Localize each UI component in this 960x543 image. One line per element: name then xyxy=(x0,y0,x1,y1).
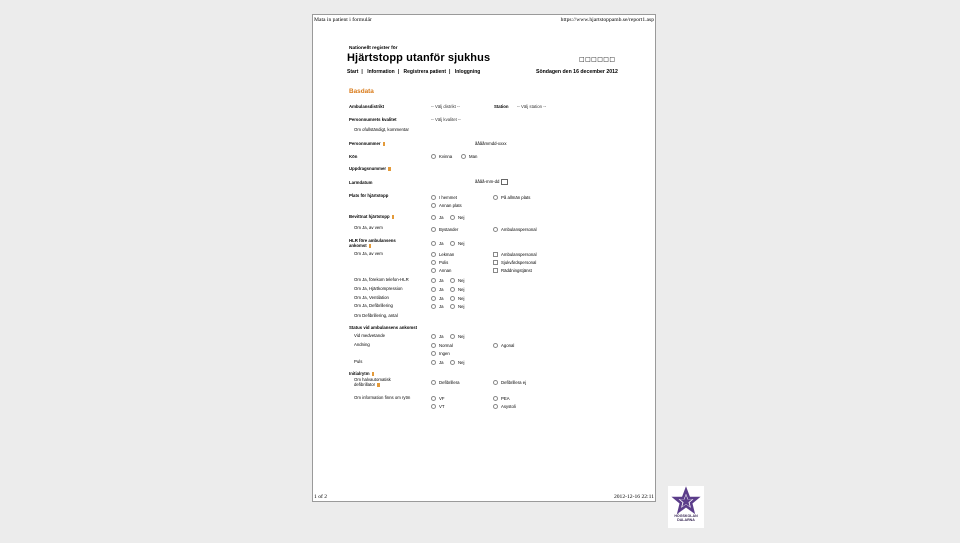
label-personnummer: Personnummer xyxy=(349,141,385,146)
radio-man[interactable]: Man xyxy=(461,154,477,159)
label-station: Station xyxy=(494,104,509,109)
label-kon: Kön xyxy=(349,154,358,159)
nav-start[interactable]: Start xyxy=(347,69,359,75)
select-station[interactable]: -- Välj station -- xyxy=(517,104,547,109)
checkbox-ambulanspersonal[interactable]: Ambulanspersonal xyxy=(493,252,537,257)
radio-medvetande-nej[interactable]: Nej xyxy=(450,334,464,339)
radio-andning-agonal[interactable]: Agonal xyxy=(493,343,514,348)
label-ambulansdistrikt: Ambulansdistrikt xyxy=(349,104,385,109)
radio-defib-nej[interactable]: Nej xyxy=(450,304,464,309)
radio-vf[interactable]: VF xyxy=(431,396,445,401)
radio-telefon-nej[interactable]: Nej xyxy=(450,278,464,283)
radio-ventilation-ja[interactable]: Ja xyxy=(431,296,444,301)
document-page xyxy=(312,14,656,502)
label-initialrytm: Initialrytm xyxy=(349,371,374,376)
radio-i-hemmet[interactable]: I hemmet xyxy=(431,195,457,200)
radio-bystander[interactable]: Bystander xyxy=(431,227,458,232)
radio-defibrillera[interactable]: Defibrillera xyxy=(431,380,460,385)
required-icon xyxy=(383,142,386,146)
label-hlr-fore: HLR före ambulansens ankomst xyxy=(349,238,396,248)
radio-bevittnat-nej[interactable]: Nej xyxy=(450,215,464,220)
label-plats: Plats för hjärtstopp xyxy=(349,193,389,198)
nav-information[interactable]: Information xyxy=(367,69,395,75)
label-defibrillering: Om Ja, Defibrillering xyxy=(354,303,393,308)
checkbox-polis[interactable]: Polis xyxy=(431,260,448,265)
input-personnummer[interactable]: ååååmmdd-xxxx xyxy=(475,141,507,146)
radio-andning-ingen[interactable]: Ingen xyxy=(431,351,450,356)
label-personnummer-kvalitet: Personnumrets kvalitet xyxy=(349,117,397,122)
section-title: Basdata xyxy=(349,88,374,95)
radio-asystoli[interactable]: Asystoli xyxy=(493,404,516,409)
radio-hlr-nej[interactable]: Nej xyxy=(450,241,464,246)
radio-defib-ja[interactable]: Ja xyxy=(431,304,444,309)
nav-bar: Start | Information | Registrera patient | Inloggning xyxy=(347,69,481,75)
checkbox-annan[interactable]: Annan xyxy=(431,268,451,273)
select-ambulansdistrikt[interactable]: -- Välj distrikt -- xyxy=(431,104,460,109)
required-icon xyxy=(388,167,391,171)
radio-puls-nej[interactable]: Nej xyxy=(450,360,464,365)
required-icon xyxy=(372,372,375,376)
radio-medvetande-ja[interactable]: Ja xyxy=(431,334,444,339)
current-date: Söndagen den 16 december 2012 xyxy=(536,69,618,75)
logo-text: HÖGSKOLAN DALARNA xyxy=(674,514,698,523)
hogskolan-dalarna-logo xyxy=(668,486,704,528)
radio-kompression-nej[interactable]: Nej xyxy=(450,287,464,292)
radio-hlr-ja[interactable]: Ja xyxy=(431,241,444,246)
required-icon xyxy=(392,215,395,219)
radio-bevittnat-ja[interactable]: Ja xyxy=(431,215,444,220)
radio-allman-plats[interactable]: På allmän plats xyxy=(493,195,530,200)
radio-telefon-ja[interactable]: Ja xyxy=(431,278,444,283)
label-hjartkompression: Om Ja, Hjärtkompression xyxy=(354,286,403,291)
form-subtitle: Nationellt register för xyxy=(349,46,398,51)
calendar-icon[interactable] xyxy=(501,179,508,185)
radio-kompression-ja[interactable]: Ja xyxy=(431,287,444,292)
print-footer xyxy=(314,492,654,500)
star-logo-icon xyxy=(668,486,704,516)
label-halvautomatisk: Om halvautomatisk defibrillator xyxy=(354,377,391,387)
radio-defibrillera-ej[interactable]: Defibrillera ej xyxy=(493,380,526,385)
radio-annan-plats[interactable]: Annan plats xyxy=(431,203,462,208)
print-header-url: https://www.hjartstoppamb.se/report1.asp xyxy=(560,17,654,23)
label-andning: Andning xyxy=(354,342,370,347)
nav-registrera[interactable]: Registrera patient xyxy=(403,69,447,75)
required-icon xyxy=(377,383,380,387)
print-header xyxy=(314,16,654,26)
radio-puls-ja[interactable]: Ja xyxy=(431,360,444,365)
checkbox-sjukvardspersonal[interactable]: Sjukvårdspersonal xyxy=(493,260,536,265)
radio-ventilation-nej[interactable]: Nej xyxy=(450,296,464,301)
print-header-title: Mata in patient i formulär xyxy=(314,17,372,23)
checkbox-raddningstjanst[interactable]: Räddningstjänst xyxy=(493,268,532,273)
label-bevittnat: Bevittnat hjärtstopp xyxy=(349,214,394,219)
radio-ambulanspersonal[interactable]: Ambulanspersonal xyxy=(493,227,537,232)
label-telefon-hlr: Om Ja, förekom telefon-HLR xyxy=(354,277,409,282)
required-icon xyxy=(369,244,372,248)
font-size-squares: □□□□□□ xyxy=(579,56,616,63)
label-puls: Puls xyxy=(354,359,363,364)
radio-andning-normal[interactable]: Normal xyxy=(431,343,453,348)
page-count: 1 of 2 xyxy=(314,494,328,500)
label-ventilation: Om Ja, Ventilation xyxy=(354,295,389,300)
input-larmdatum[interactable]: åååå-mm-dd xyxy=(475,179,508,185)
print-timestamp: 2012-12-16 22:11 xyxy=(613,494,654,500)
label-status-ankomst: Status vid ambulansens ankomst xyxy=(349,325,418,330)
nav-inloggning[interactable]: Inloggning xyxy=(454,69,481,75)
form-title: Hjärtstopp utanför sjukhus xyxy=(347,52,491,64)
label-hlr-vem: Om Ja, av vem xyxy=(354,251,383,256)
radio-pea[interactable]: PEA xyxy=(493,396,510,401)
radio-kvinna[interactable]: Kvinna xyxy=(431,154,452,159)
label-uppdragsnummer: Uppdragsnummer xyxy=(349,166,391,171)
radio-vt[interactable]: VT xyxy=(431,404,445,409)
label-defib-antal: Om Defibrillering, antal xyxy=(354,313,398,318)
label-larmdatum: Larmdatum xyxy=(349,180,373,185)
label-bevittnat-vem: Om Ja, av vem xyxy=(354,225,383,230)
select-kvalitet[interactable]: -- Välj kvalitet -- xyxy=(431,117,461,122)
checkbox-lekman[interactable]: Lekman xyxy=(431,252,454,257)
label-medvetande: Vid medvetande xyxy=(354,333,385,338)
label-om-ofullstandigt: Om ofullständigt, kommentar xyxy=(354,127,409,132)
label-rytm-info: Om information finns om rytm xyxy=(354,395,411,400)
